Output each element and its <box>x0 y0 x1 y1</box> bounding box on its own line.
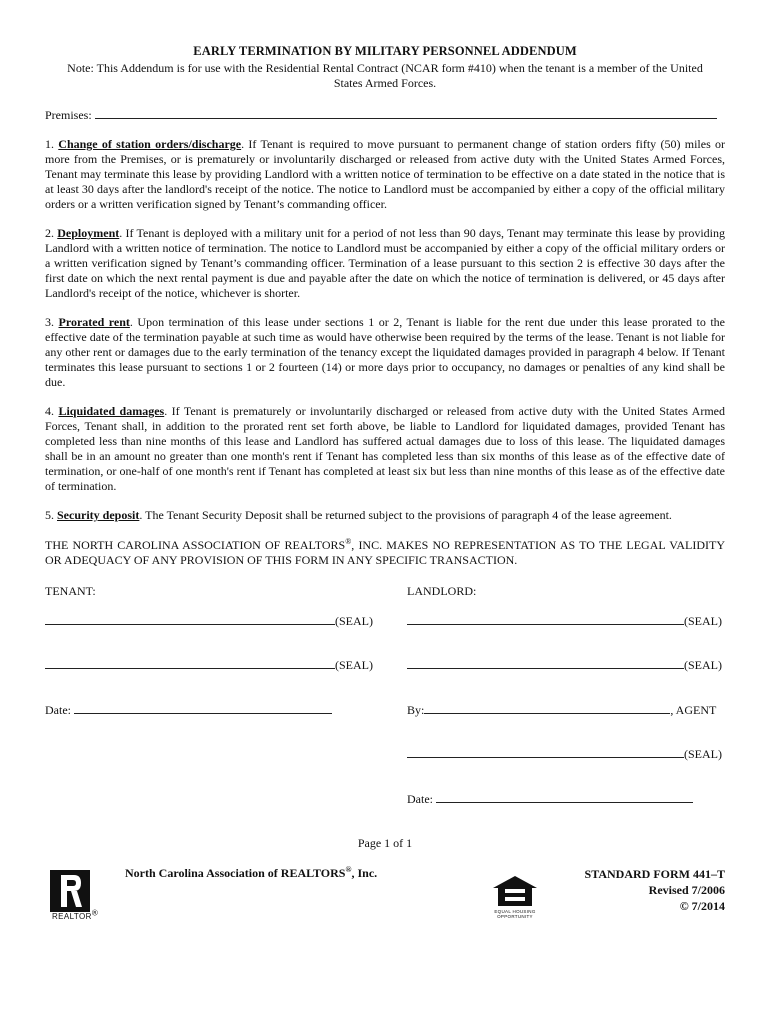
form-note: Note: This Addendum is for use with the Residential Rental Contract (NCAR form #410) when the tenant is a member of the United States Armed Forces. <box>67 61 703 90</box>
section-2-number: 2. <box>45 226 54 240</box>
realtor-logo-text <box>52 908 99 921</box>
association-name <box>125 866 377 881</box>
section-4 <box>45 404 725 494</box>
page-number: Page 1 of 1 <box>357 836 413 850</box>
agent-label: , AGENT <box>670 703 717 717</box>
section-5 <box>45 508 725 523</box>
section-3 <box>45 315 725 390</box>
realtor-word: REALTOR <box>52 912 92 921</box>
landlord-date <box>407 792 693 807</box>
agent-signature <box>407 703 716 718</box>
association-reg-mark: ® <box>345 865 352 874</box>
form-revised-date: Revised 7/2006 <box>648 883 725 897</box>
by-label: By: <box>407 703 425 717</box>
seal-label: (SEAL) <box>335 614 373 628</box>
section-4-number: 4. <box>45 404 54 418</box>
form-copyright: © 7/2014 <box>679 899 725 913</box>
realtor-reg-mark: ® <box>91 908 99 918</box>
form-number: STANDARD FORM 441–T <box>584 867 725 881</box>
date-label: Date: <box>45 703 71 717</box>
section-3-text: . Upon termination of this lease under sections 1 or 2, Tenant is liable for the rent due under this lease prorated to the effective date of the termination payable at such time as would have otherwise been required by the terms of the lease. Tenant is not liable for any other rent or damages due to the early termination of the tenancy except the liquidated damages provided in paragraph 4 below. If Tenant terminates this lease pursuant to sections 1 or 2 fourteen (14) or more days prior to occupancy, no damages or penalties of any kind shall be due. <box>45 315 725 389</box>
seal-label: (SEAL) <box>684 747 722 761</box>
section-1-number: 1. <box>45 137 54 151</box>
section-2 <box>45 226 725 301</box>
landlord-signature-2-line[interactable] <box>407 658 684 669</box>
section-4-text: . If Tenant is prematurely or involuntarily discharged or released from active duty with the United States Armed Forces, Tenant shall, in addition to the prorated rent set forth above, be liable to Landlord for liquidated damages, provided Tenant has completed less than nine months of this lease and Landlord has suffered actual damages due to loss of this lease. The liquidated damages shall be in an amount no greater than one month's rent if Tenant has completed less than six months of this lease as of the effective date of termination, or one-half of one month's rent if Tenant has completed at least six but less than nine months of this lease as of the effective date of termination. <box>45 404 725 493</box>
landlord-signature-1-line[interactable] <box>407 614 684 625</box>
section-3-heading: Prorated rent <box>58 315 130 329</box>
realtor-logo-icon <box>50 870 90 912</box>
disclaimer-text-start: THE NORTH CAROLINA ASSOCIATION OF REALTORS <box>45 538 346 552</box>
landlord-signature-3 <box>407 747 722 762</box>
landlord-date-line[interactable] <box>436 792 693 803</box>
premises-blank-line[interactable] <box>95 108 717 119</box>
landlord-label: LANDLORD: <box>407 584 477 598</box>
form-title: EARLY TERMINATION BY MILITARY PERSONNEL ADDENDUM <box>193 44 577 58</box>
section-5-text: . The Tenant Security Deposit shall be returned subject to the provisions of paragraph 4 of the lease agreement. <box>139 508 672 522</box>
section-1 <box>45 137 725 212</box>
tenant-signature-2 <box>45 658 373 673</box>
section-1-text: . If Tenant is required to move pursuant to permanent change of station orders fifty (50) miles or more from the Premises, or is prematurely or involuntarily discharged or released from active duty with the United States Armed Forces, Tenant may terminate this lease by providing Landlord with a written notice of termination to be effective on a date stated in the notice that is at least 30 days after the landlord's receipt of the notice. The notice to Landlord must be accompanied by either a copy of the official military orders or a written verification signed by Tenant’s commanding officer. <box>45 137 726 211</box>
agent-signature-line[interactable] <box>424 703 670 714</box>
premises-label: Premises: <box>45 108 92 122</box>
equal-housing-text <box>491 909 539 919</box>
landlord-signature-1 <box>407 614 722 629</box>
tenant-signature-2-line[interactable] <box>45 658 335 669</box>
registered-mark: ® <box>345 537 352 546</box>
landlord-signature-3-line[interactable] <box>407 747 684 758</box>
section-4-heading: Liquidated damages <box>58 404 165 418</box>
section-2-text: . If Tenant is deployed with a military unit for a period of not less than 90 days, Tenant may terminate this lease by providing Landlord with a written notice of termination. The notice to Landlord must be accompanied by either a copy of the official military orders or a written verification signed by Tenant’s commanding officer. Termination of a lease pursuant to this section 2 is effective 30 days after the first date on which the next rental payment is due and payable after the date on which the notice of termination is delivered, or 45 days after Landlord's receipt of the notice, whichever is shorter. <box>45 226 725 300</box>
tenant-date-line[interactable] <box>74 703 332 714</box>
disclaimer-text-end: , INC. MAKES NO REPRESENTATION AS TO THE LEGAL VALIDITY OR ADEQUACY OF ANY PROVISION OF THIS FORM IN ANY SPECIFIC TRANSACTION. <box>45 538 725 567</box>
section-5-heading: Security deposit <box>57 508 140 522</box>
section-5-number: 5. <box>45 508 54 522</box>
equal-housing-icon <box>490 874 540 908</box>
association-suffix: , Inc. <box>351 866 378 880</box>
tenant-signature-1 <box>45 614 373 629</box>
tenant-signature-1-line[interactable] <box>45 614 335 625</box>
association-text: North Carolina Association of REALTORS <box>125 866 346 880</box>
date-label: Date: <box>407 792 433 806</box>
section-2-heading: Deployment <box>57 226 120 240</box>
section-3-number: 3. <box>45 315 54 329</box>
landlord-signature-2 <box>407 658 722 673</box>
seal-label: (SEAL) <box>684 614 722 628</box>
premises-field <box>45 108 725 123</box>
tenant-date <box>45 703 332 718</box>
tenant-label: TENANT: <box>45 584 96 598</box>
legal-disclaimer <box>45 538 725 568</box>
seal-label: (SEAL) <box>684 658 722 672</box>
section-1-heading: Change of station orders/discharge <box>58 137 242 151</box>
equal-housing-line-1: EQUAL HOUSING <box>494 909 536 914</box>
form-info <box>545 866 725 914</box>
equal-housing-line-2: OPPORTUNITY <box>497 914 533 919</box>
seal-label: (SEAL) <box>335 658 373 672</box>
